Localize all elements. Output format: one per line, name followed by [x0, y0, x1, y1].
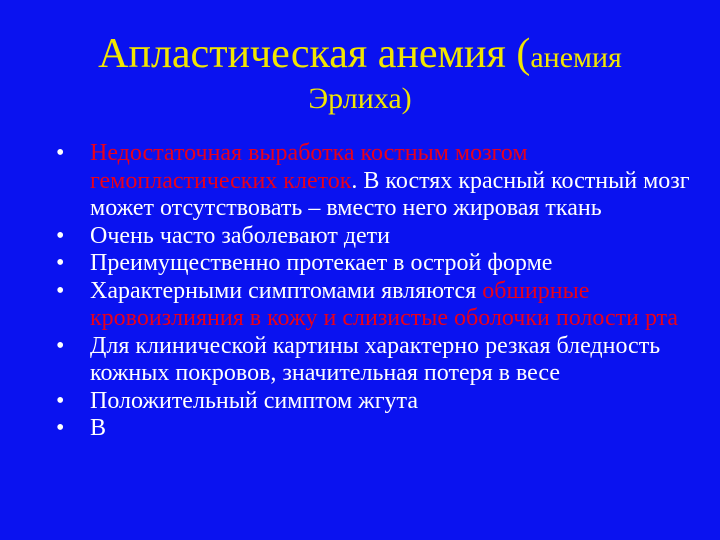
bullet-item — [56, 278, 706, 333]
bullet-item — [56, 250, 706, 278]
bullet-icon: • — [56, 387, 65, 414]
bullet-icon: • — [56, 332, 65, 359]
bullet-item — [56, 223, 706, 251]
slide-title — [0, 30, 720, 82]
bullet-icon: • — [56, 415, 65, 441]
bullet-item — [56, 388, 706, 416]
bullet-list — [56, 140, 706, 443]
slide-title-line2: Эрлиха) — [308, 82, 412, 115]
bullet-text-highlight: обширные кровоизлияния в кожу и слизистые оболочки полости рта — [90, 277, 679, 331]
bullet-text: Очень часто заболевают дети — [90, 222, 391, 249]
bullet-item — [56, 140, 706, 223]
bullet-text: В — [90, 415, 107, 441]
bullet-text: Для клинической картины характерно резкая бледность кожных покровов, значительная потеря в весе — [90, 332, 661, 386]
bullet-text: Характерными симптомами являются — [90, 277, 483, 304]
bullet-text-highlight: Недостаточная выработка костным мозгом гемопластических клеток — [90, 140, 528, 194]
bullet-text: Положительный симптом жгута — [90, 387, 418, 414]
bullet-icon: • — [56, 140, 65, 166]
title-main: Апластическая анемия ( — [98, 31, 531, 77]
bullet-icon: • — [56, 277, 65, 304]
bullet-icon: • — [56, 250, 65, 276]
bullet-item — [56, 333, 706, 388]
bullet-icon: • — [56, 222, 65, 249]
bullet-text: . В костях красный костный мозг может отсутствовать – вместо него жировая ткань — [90, 167, 690, 221]
bullet-text: Преимущественно протекает в острой форме — [90, 250, 553, 276]
bullet-item — [56, 415, 706, 443]
title-small: анемия — [530, 41, 622, 74]
